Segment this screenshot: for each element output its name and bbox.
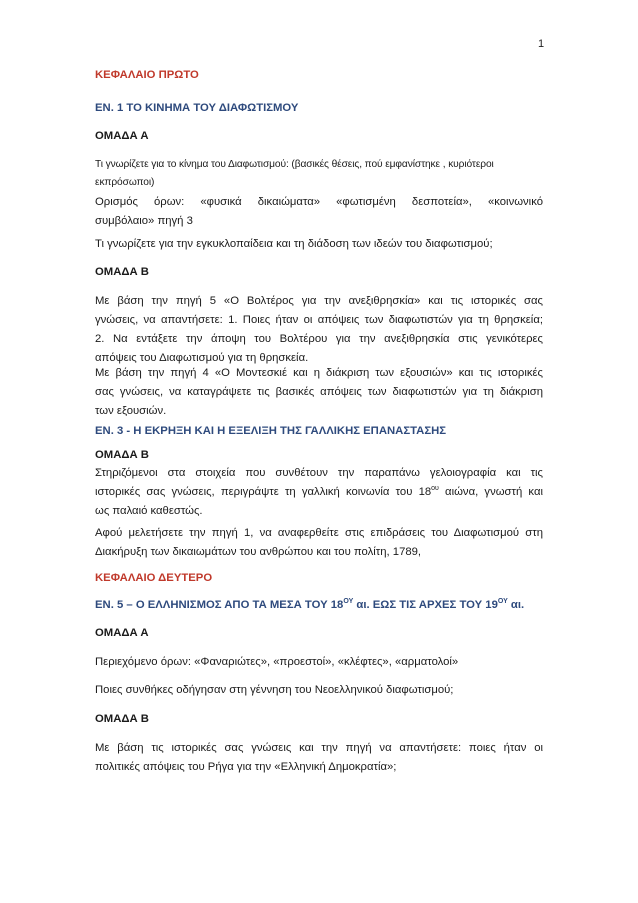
text-line: συμβόλαιο» πηγή 3 bbox=[95, 215, 193, 227]
chapter-2-title: ΚΕΦΑΛΑΙΟ ΔΕΥΤΕΡΟ bbox=[95, 572, 213, 584]
text-line: Στηριζόμενοι στα στοιχεία που συνθέτουν την παραπάνω γελοιογραφία και τις bbox=[95, 467, 543, 479]
unit-3-title-text: ΕΝ. 3 - Η ΕΚΡΗΞΗ ΚΑΙ Η ΕΞΕΛΙΞΗ ΤΗΣ ΓΑΛΛΙΚΗΣ ΕΠΑΝΑΣΤΑΣΗΣ bbox=[95, 425, 447, 437]
text-line: Περιεχόμενο όρων: «Φαναριώτες», «προεστοί», «κλέφτες», «αρματολοί» bbox=[95, 656, 459, 668]
text-segment: ιστορικές σας γνώσεις, περιγράψτε τη γαλλική κοινωνία του 18 bbox=[95, 486, 432, 498]
unit-5-group-b-label: ΟΜΑΔΑ Β bbox=[95, 713, 149, 725]
text-line: σας γνώσεις, να καταγράψετε τις βασικές απόψεις των διαφωτιστών για τη διάκριση bbox=[95, 386, 543, 398]
unit-1-title-text: ΕΝ. 1 ΤΟ ΚΙΝΗΜΑ ΤΟΥ ΔΙΑΦΩΤΙΣΜΟΥ bbox=[95, 102, 299, 114]
text-line: Αφού μελετήσετε την πηγή 1, να αναφερθείτε στις επιδράσεις του Διαφωτισμού στη bbox=[95, 527, 543, 539]
unit-3-title bbox=[95, 422, 543, 441]
text-line: ως παλαιό καθεστώς. bbox=[95, 505, 203, 517]
unit-1-group-a-question-2 bbox=[95, 193, 543, 231]
unit-3-group-b-paragraph-2 bbox=[95, 524, 543, 562]
unit-5-title-text bbox=[95, 596, 543, 615]
text-line: Ορισμός όρων: «φυσικά δικαιώματα» «φωτισμένη δεσποτεία», «κοινωνικό bbox=[95, 196, 543, 208]
text-line: Με βάση την πηγή 4 «Ο Μοντεσκιέ και η διάκριση των εξουσιών» και τις ιστορικές bbox=[95, 367, 543, 379]
unit-1-group-b-paragraph-2 bbox=[95, 364, 543, 421]
text-line: πολιτικές απόψεις του Ρήγα για την «Ελληνική Δημοκρατία»; bbox=[95, 761, 397, 773]
unit-3-group-b-label: ΟΜΑΔΑ Β bbox=[95, 449, 149, 461]
text-line: γνώσεις, να απαντήσετε: 1. Ποιες ήταν οι απόψεις των διαφωτιστών για τη θρησκεία; bbox=[95, 314, 543, 326]
text-segment: αιώνα, γνωστή και bbox=[438, 486, 543, 498]
unit-1-group-a-label: ΟΜΑΔΑ Α bbox=[95, 130, 149, 142]
text-line: εκπρόσωποι) bbox=[95, 177, 155, 188]
text-segment: αι. bbox=[507, 599, 525, 611]
text-line: Τι γνωρίζετε για το κίνημα του Διαφωτισμού: (βασικές θέσεις, πού εμφανίστηκε , κυριότεροι bbox=[95, 159, 494, 170]
unit-1-group-b-label: ΟΜΑΔΑ Β bbox=[95, 266, 149, 278]
unit-3-group-b-paragraph-1 bbox=[95, 464, 543, 521]
page-number: 1 bbox=[538, 38, 545, 50]
ordinal-suffix: ΟΥ bbox=[343, 598, 354, 606]
text-segment: αι. ΕΩΣ ΤΙΣ ΑΡΧΕΣ ΤΟΥ 19 bbox=[353, 599, 498, 611]
chapter-1-title: ΚΕΦΑΛΑΙΟ ΠΡΩΤΟ bbox=[95, 69, 199, 81]
text-line: Ποιες συνθήκες οδήγησαν στη γέννηση του Νεοελληνικού διαφωτισμού; bbox=[95, 684, 454, 696]
unit-5-group-a-label: ΟΜΑΔΑ Α bbox=[95, 627, 149, 639]
text-line: 2. Να εντάξετε την άποψη του Βολτέρου για την ανεξιθρησκία στις γενικότερες bbox=[95, 333, 543, 345]
text-line: Με βάση την πηγή 5 «Ο Βολτέρος για την ανεξιθρησκία» και τις ιστορικές σας bbox=[95, 295, 543, 307]
unit-1-group-a-question-3 bbox=[95, 235, 543, 254]
unit-5-title bbox=[95, 596, 543, 615]
text-line: Με βάση τις ιστορικές σας γνώσεις και την πηγή να απαντήσετε: ποιες ήταν οι bbox=[95, 742, 543, 754]
unit-1-group-b-paragraph-1 bbox=[95, 292, 543, 368]
unit-1-title bbox=[95, 99, 543, 118]
text-line bbox=[95, 483, 543, 502]
unit-5-group-a-question-1 bbox=[95, 653, 543, 672]
ordinal-suffix: ΟΥ bbox=[497, 598, 508, 606]
text-line: Τι γνωρίζετε για την εγκυκλοπαίδεια και τη διάδοση των ιδεών του διαφωτισμού; bbox=[95, 238, 493, 250]
unit-5-group-b-paragraph-1 bbox=[95, 739, 543, 777]
text-line: των εξουσιών. bbox=[95, 405, 167, 417]
ordinal-suffix: ου bbox=[431, 485, 439, 493]
text-line: απόψεις του Διαφωτισμού για τη θρησκεία. bbox=[95, 352, 309, 364]
unit-5-group-a-question-2 bbox=[95, 681, 543, 700]
text-segment: ΕΝ. 5 – Ο ΕΛΛΗΝΙΣΜΟΣ ΑΠΟ ΤΑ ΜΕΣΑ ΤΟΥ 18 bbox=[95, 599, 344, 611]
text-line: Διακήρυξη των δικαιωμάτων του ανθρώπου και του πολίτη, 1789, bbox=[95, 546, 422, 558]
unit-1-group-a-question-1 bbox=[95, 156, 543, 192]
